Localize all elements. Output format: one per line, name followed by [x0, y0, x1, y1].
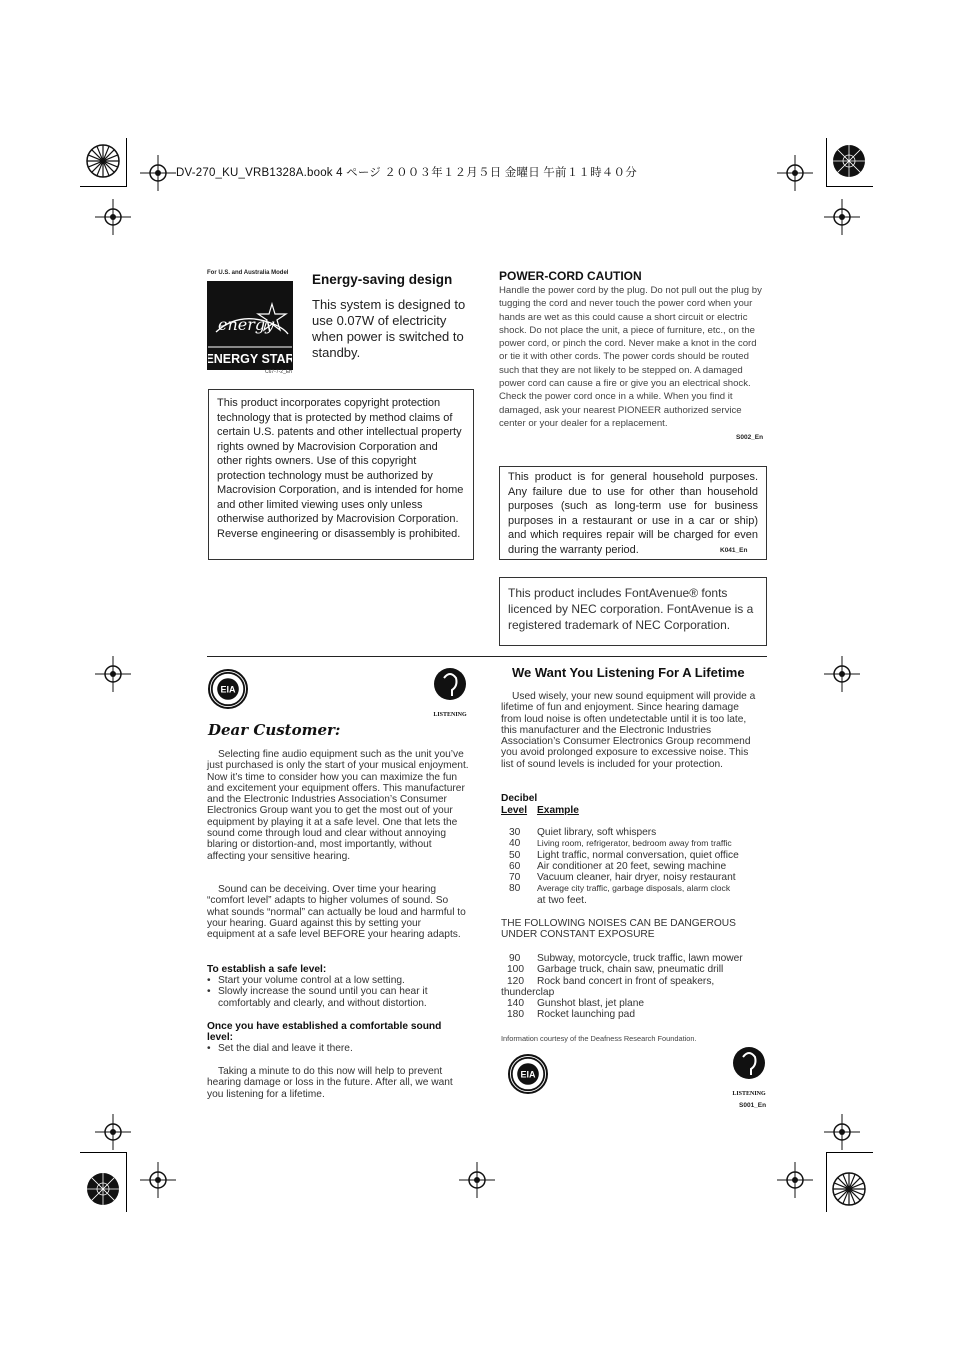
crosshair-target-icon [824, 656, 860, 692]
power-cord-body: Handle the power cord by the plug. Do not pull out the plug by tugging the cord and never touch the power cord when your hands are wet as this could cause a short circuit or electric shock. Do not place the unit, a piece of furniture, etc., on the power cord, or pinch the cord. Never make a knot in the cord or tie it with other cords. The power cords should be routed such that they are not likely to be stepped on. A damaged power cord can cause a fire or give you an electrical shock. Check the power cord once in a while. When you find it damaged, ask your nearest PIONEER authorized service center or your dealer for a replacement. [499, 285, 762, 429]
registration-rosette-icon [86, 144, 120, 178]
svg-text:LISTENING: LISTENING [433, 712, 467, 718]
level-column-header: Level [501, 805, 528, 816]
crop-line [826, 186, 873, 187]
book-header-line: DV-270_KU_VRB1328A.book 4 ページ ２００３年１２月５日 金曜日 午前１１時４０分 [176, 167, 637, 179]
svg-text:EIA: EIA [220, 684, 236, 695]
power-cord-code: S002_En [736, 434, 764, 441]
crop-line [126, 1152, 127, 1212]
lifetime-title: We Want You Listening For A Lifetime [512, 665, 745, 680]
decibel-column-header: Decibel [501, 793, 538, 804]
listening-for-lifetime-icon [731, 1045, 767, 1099]
table-row: 140 Gunshot blast, jet plane [507, 998, 645, 1010]
safe-level-list [207, 975, 469, 1009]
danger-heading: THE FOLLOWING NOISES CAN BE DANGEROUS UNDER CONSTANT EXPOSURE [501, 918, 736, 941]
table-row: 120 Rock band concert in front of speakers, [507, 975, 715, 987]
source-credit: Information courtesy of the Deafness Research Foundation. [501, 1034, 697, 1043]
power-cord-title: POWER-CORD CAUTION [499, 269, 642, 283]
crop-line [80, 186, 127, 187]
model-note: For U.S. and Australia Model [207, 270, 289, 276]
svg-text:EIA: EIA [520, 1069, 536, 1080]
table-row: at two feet. [537, 894, 587, 906]
fontavenue-text: This product includes FontAvenue® fonts licenced by NEC corporation. FontAvenue is a registered trademark of NEC Corporation. [508, 586, 754, 632]
energy-star-logo [207, 281, 293, 370]
customer-paragraph-1: Selecting fine audio equipment such as the unit you’ve just purchased is only the start of your musical enjoyment. Now it’s time to consider how you can maximize the fun and excitement your equipment offers. This manufacturer and the Electronic Industries Association’s Consumer Electronics Group want you to get the most out of your equipment by playing it at a safe level. One that lets the sound come through loud and clear without annoying blaring or distortion-and, most importantly, without affecting your sensitive hearing. [207, 749, 469, 862]
logo-code: C67-7-2_En [265, 369, 292, 375]
crop-line [80, 1152, 127, 1153]
crosshair-target-icon [95, 199, 131, 235]
table-row: 90 Subway, motorcycle, truck traffic, lawn mower [509, 953, 743, 964]
crosshair-target-icon [824, 199, 860, 235]
lifetime-code: S001_En [739, 1102, 767, 1109]
energy-saving-title: Energy-saving design [312, 272, 453, 287]
customer-paragraph-3: Taking a minute to do this now will help to prevent hearing damage or loss in the future. After all, we want you listening for a lifetime. [207, 1066, 453, 1100]
customer-paragraph-2: Sound can be deceiving. Over time your hearing “comfort level” adapts to higher volumes of sound. So what sounds “normal” can actually be loud and harmful to your hearing. Guard against this by setting your equipment at a safe level BEFORE your hearing adapts. [207, 884, 466, 941]
crosshair-target-icon [95, 656, 131, 692]
crosshair-target-icon [824, 1114, 860, 1150]
example-column-header: Example [537, 805, 579, 816]
danger-table [501, 953, 771, 1021]
crosshair-target-icon [95, 1114, 131, 1150]
svg-text:LISTENING: LISTENING [732, 1091, 766, 1097]
crop-line [826, 1152, 873, 1153]
crosshair-target-icon [777, 1162, 813, 1198]
table-row: 60 Air conditioner at 20 feet, sewing machine [509, 860, 727, 872]
crosshair-target-icon [140, 1162, 176, 1198]
crosshair-target-icon [140, 155, 176, 191]
fontavenue-box [499, 577, 767, 646]
crop-line [826, 138, 827, 186]
table-row: 40 Living room, refrigerator, bedroom away from traffic [509, 838, 732, 850]
macrovision-box [208, 389, 474, 560]
table-row: 100 Garbage truck, chain saw, pneumatic drill [507, 964, 724, 976]
registration-rosette-icon [832, 1172, 866, 1206]
list-item: • Slowly increase the sound until you can hear it comfortably and clearly, and without distortion. [207, 986, 428, 1009]
table-row: 70 Vacuum cleaner, hair dryer, noisy restaurant [509, 872, 736, 884]
table-row: 50 Light traffic, normal conversation, quiet office [509, 849, 739, 861]
table-row: 180 Rocket launching pad [507, 1009, 635, 1021]
comfortable-level-heading: Once you have established a comfortable sound level: [207, 1021, 442, 1044]
household-text: This product is for general household purposes. Any failure due to use for other than household purposes (such as long-term use for business purposes in a restaurant or use in a car or ship) and which requires repair will be charged for even during the warranty period. [508, 471, 758, 556]
svg-text:ENERGY STAR: ENERGY STAR [208, 352, 292, 366]
crosshair-target-icon [777, 155, 813, 191]
svg-text:energy: energy [218, 315, 275, 334]
dear-customer-heading: Dear Customer: [208, 721, 341, 739]
decibel-table [501, 827, 771, 906]
listening-for-lifetime-icon [432, 666, 468, 720]
eia-seal-icon [508, 1054, 548, 1094]
household-box [499, 466, 767, 560]
table-row-continuation: thunderclap [501, 986, 555, 998]
household-code: K041_En [720, 547, 748, 554]
energy-star-icon [208, 282, 292, 369]
section-divider [207, 656, 767, 657]
macrovision-text: This product incorporates copyright protection technology that is protected by method claims of certain U.S. patents and other intellectual property rights owned by Macrovision Corporation and other rights owners. Use of this copyright protection technology must be authorized by Macrovision Corporation, and is intended for home and other limited viewing uses only unless otherwise authorized by Macrovision Corporation. Reverse engineering or disassembly is prohibited. [217, 397, 464, 540]
crop-line [126, 138, 127, 186]
registration-rosette-icon [832, 144, 866, 178]
eia-seal-icon [208, 669, 248, 709]
energy-saving-body: This system is designed to use 0.07W of electricity when power is switched to standby. [312, 297, 466, 360]
crosshair-target-icon [459, 1162, 495, 1198]
list-item: • Start your volume control at a low setting. [207, 975, 405, 986]
crop-line [826, 1152, 827, 1212]
registration-rosette-icon [86, 1172, 120, 1206]
table-row: 30 Quiet library, soft whispers [509, 827, 657, 838]
table-row: 80 Average city traffic, garbage disposals, alarm clock [509, 883, 731, 895]
safe-level-heading: To establish a safe level: [207, 964, 327, 975]
lifetime-intro: Used wisely, your new sound equipment will provide a lifetime of fun and enjoyment. Since hearing damage from loud noise is often undetectable until it is too late, this manufacturer and the Electronic Industries Association’s Consumer Electronics Group recommend you avoid prolonged exposure to excessive noise. This list of sound levels is included for your protection. [501, 691, 756, 770]
list-item: • Set the dial and leave it there. [207, 1043, 353, 1054]
comfortable-level-list [207, 1043, 469, 1054]
